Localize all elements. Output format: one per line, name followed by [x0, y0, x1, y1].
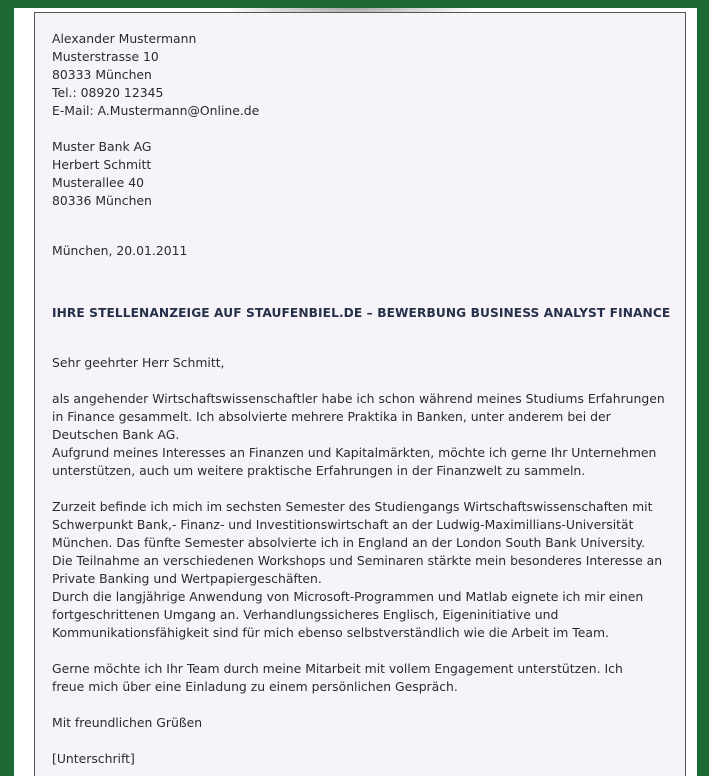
paragraph-3: [52, 660, 677, 696]
paragraph-line: Durch die langjährige Anwendung von Microsoft-Programmen und Matlab eignete ich mir einen: [52, 589, 644, 604]
sender-phone: Tel.: 08920 12345: [52, 85, 164, 100]
recipient-street: Musterallee 40: [52, 175, 145, 190]
salutation: Sehr geehrter Herr Schmitt,: [52, 355, 225, 370]
sender-street: Musterstrasse 10: [52, 49, 159, 64]
recipient-company: Muster Bank AG: [52, 139, 152, 154]
paragraph-1: [52, 390, 677, 480]
recipient-city: 80336 München: [52, 193, 152, 208]
sender-name: Alexander Mustermann: [52, 31, 197, 46]
paragraph-line: in Finance gesammelt. Ich absolvierte mehrere Praktika in Banken, unter anderem bei der: [52, 409, 611, 424]
letter-date: München, 20.01.2011: [52, 243, 188, 258]
paragraph-line: München. Das fünfte Semester absolvierte ich in England an der London South Bank University.: [52, 535, 646, 550]
paragraph-line: freue mich über eine Einladung zu einem persönlichen Gespräch.: [52, 679, 458, 694]
paragraph-line: Zurzeit befinde ich mich im sechsten Semester des Studiengangs Wirtschaftswissenschaften mit: [52, 499, 653, 514]
paragraph-line: fortgeschrittenen Umgang an. Verhandlungssicheres Englisch, Eigeninitiative und: [52, 607, 559, 622]
recipient-contact: Herbert Schmitt: [52, 157, 152, 172]
paragraph-2: [52, 498, 677, 642]
paragraph-line: Kommunikationsfähigkeit sind für mich ebenso selbstverständlich wie die Arbeit im Team.: [52, 625, 609, 640]
letter-document: [34, 12, 686, 776]
sender-address: [52, 30, 677, 120]
paragraph-line: als angehender Wirtschaftswissenschaftler habe ich schon während meines Studiums Erfahrungen: [52, 391, 665, 406]
letter-content: [52, 30, 677, 768]
closing: Mit freundlichen Grüßen: [52, 715, 203, 730]
sender-email: E-Mail: A.Mustermann@Online.de: [52, 103, 260, 118]
paragraph-line: Private Banking und Wertpapiergeschäften.: [52, 571, 322, 586]
paragraph-line: Gerne möchte ich Ihr Team durch meine Mitarbeit mit vollem Engagement unterstützen. Ich: [52, 661, 623, 676]
sender-city: 80333 München: [52, 67, 152, 82]
signature-placeholder: [Unterschrift]: [52, 751, 135, 766]
paragraph-line: unterstützen, auch um weitere praktische Erfahrungen in der Finanzwelt zu sammeln.: [52, 463, 586, 478]
letter-subject: IHRE STELLENANZEIGE AUF STAUFENBIEL.DE – BEWERBUNG BUSINESS ANALYST FINANCE: [52, 306, 671, 320]
recipient-address: [52, 138, 677, 210]
paragraph-line: Aufgrund meines Interesses an Finanzen und Kapitalmärkten, möchte ich gerne Ihr Unternehmen: [52, 445, 657, 460]
paragraph-line: Die Teilnahme an verschiedenen Workshops und Seminaren stärkte mein besonderes Interesse an: [52, 553, 663, 568]
paragraph-line: Deutschen Bank AG.: [52, 427, 180, 442]
paragraph-line: Schwerpunkt Bank,- Finanz- und Investitionswirtschaft an der Ludwig-Maximillians-Universität: [52, 517, 634, 532]
